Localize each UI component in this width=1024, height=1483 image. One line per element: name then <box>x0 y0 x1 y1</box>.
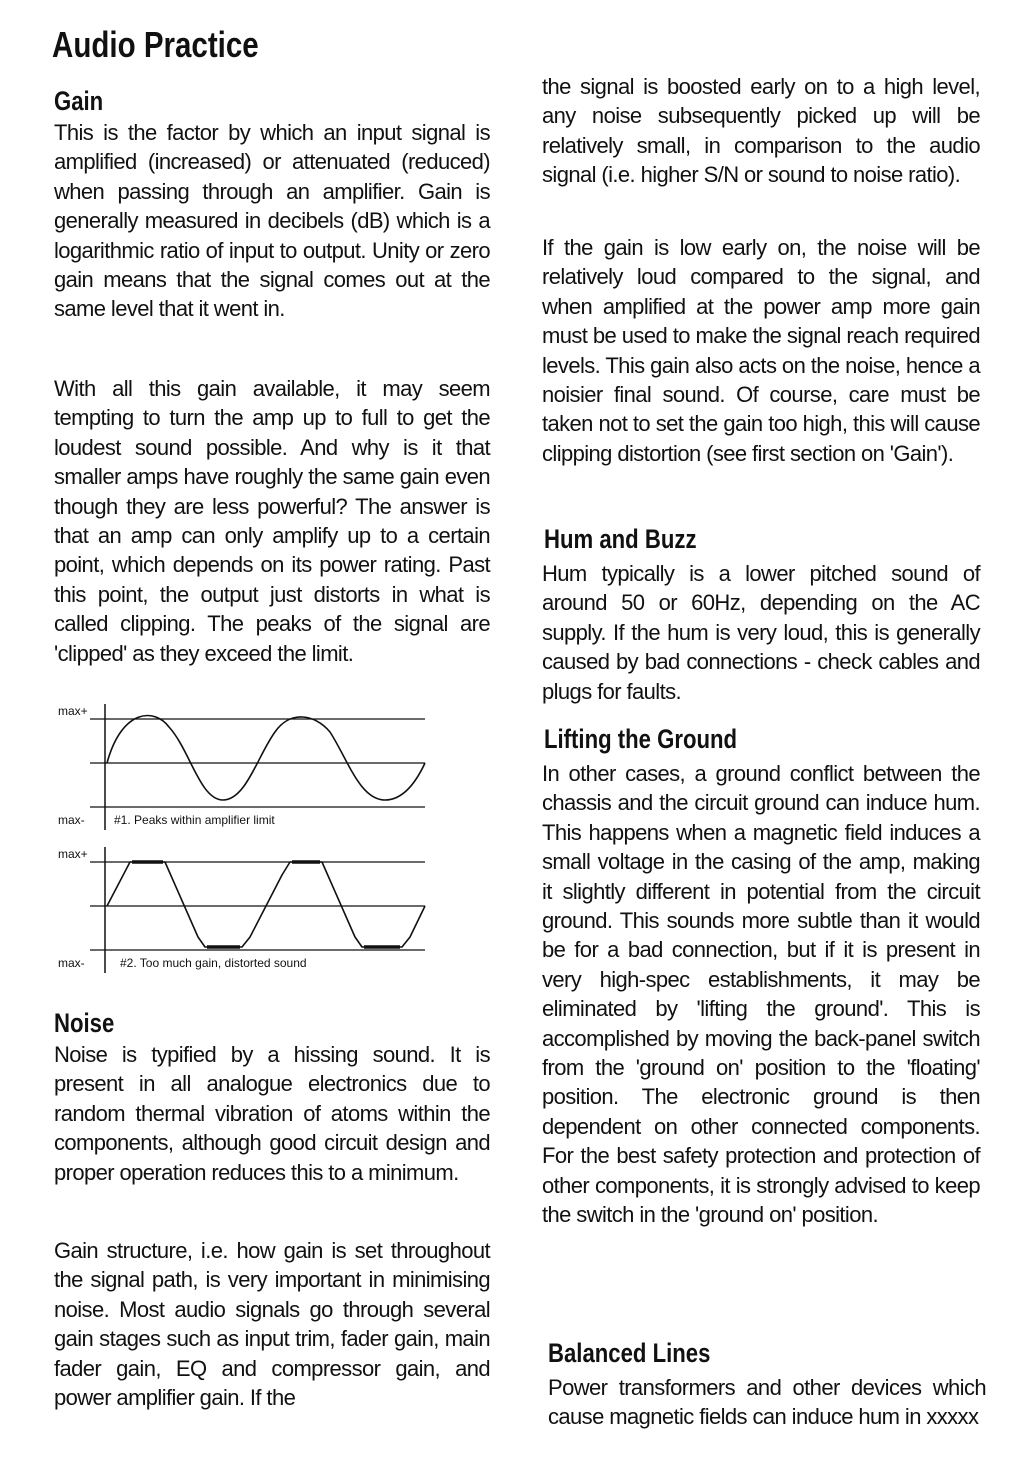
paragraph-balanced-lines: Power transformers and other devices which cause magnetic fields can induce hum in xxxxx <box>548 1375 986 1430</box>
paragraph-lifting-ground: In other cases, a ground conflict between the chassis and the circuit ground can induce hum. This happens when a magnetic field induces a small voltage in the casing of the amp, making it slightly different in potential from the circuit ground. This sounds more subtle than it would be for a bad connection, but if it is present in very high-spec establishments, it may be eliminated by 'lifting the ground'. This is accomplished by moving the back-panel switch from the 'ground on' position to the 'floating' position. The electronic ground is then dependent on other connected components. For the best safety protection and protection of other components, it is strongly advised to keep the switch in the 'ground on' position. <box>542 761 980 1228</box>
diagram2-clipped-wave <box>107 862 425 947</box>
diagram1-caption: #1. Peaks within amplifier limit <box>114 813 275 827</box>
heading-gain: Gain <box>54 86 104 116</box>
heading-noise: Noise <box>54 1008 115 1038</box>
diagram-peaks-within-limit <box>50 700 440 835</box>
paragraph-gain-definition: This is the factor by which an input signal is amplified (increased) or attenuated (reduced) when passing through an amplifier. Gain is generally measured in decibels (dB) which is a logarithmic ratio of input to output. Unity or zero gain means that the signal comes out at the same level that it went in. <box>54 120 490 322</box>
paragraph-signal-boost: the signal is boosted early on to a high level, any noise subsequently picked up will be relatively small, in comparison to the audio signal (i.e. higher S/N or sound to noise ratio). <box>542 74 980 188</box>
diagram2-max-plus-label: max+ <box>58 847 88 861</box>
diagram2-max-minus-label: max- <box>58 956 85 970</box>
diagram-too-much-gain <box>50 843 440 978</box>
paragraph-gain-structure: Gain structure, i.e. how gain is set throughout the signal path, is very important in minimising noise. Most audio signals go through several gain stages such as input trim, fader gain, main fader gain, EQ and compressor gain, and power amplifier gain. If the <box>54 1238 490 1411</box>
diagram1-sine-wave <box>107 716 425 800</box>
paragraph-gain-clipping: With all this gain available, it may seem tempting to turn the amp up to full to get the loudest sound possible. And why is it that smaller amps have roughly the same gain even though they are less powerful? The answer is that an amp can only amplify up to a certain point, which depends on its power rating. Past this point, the output just distorts in what is called clipping. The peaks of the signal are 'clipped' as they exceed the limit. <box>54 376 490 666</box>
paragraph-noise-definition: Noise is typified by a hissing sound. It is present in all analogue electronics due to random thermal vibration of atoms within the components, although good circuit design and proper operation reduces this to a minimum. <box>54 1042 490 1185</box>
diagram2-caption: #2. Too much gain, distorted sound <box>120 956 307 970</box>
heading-balanced-lines: Balanced Lines <box>548 1338 711 1368</box>
page-title: Audio Practice <box>52 24 259 65</box>
paragraph-hum: Hum typically is a lower pitched sound of around 50 or 60Hz, depending on the AC supply. If the hum is very loud, this is generally caused by bad connections - check cables and plugs for faults. <box>542 561 980 704</box>
heading-hum-and-buzz: Hum and Buzz <box>544 524 697 554</box>
diagram1-max-minus-label: max- <box>58 813 85 827</box>
heading-lifting-the-ground: Lifting the Ground <box>544 724 738 754</box>
paragraph-low-gain: If the gain is low early on, the noise will be relatively loud compared to the signal, and when amplified at the power amp more gain must be used to make the signal reach required levels. This gain also acts on the noise, hence a noisier final sound. Of course, care must be taken not to set the gain too high, this will cause clipping distortion (see first section on 'Gain'). <box>542 235 980 466</box>
diagram1-max-plus-label: max+ <box>58 704 88 718</box>
